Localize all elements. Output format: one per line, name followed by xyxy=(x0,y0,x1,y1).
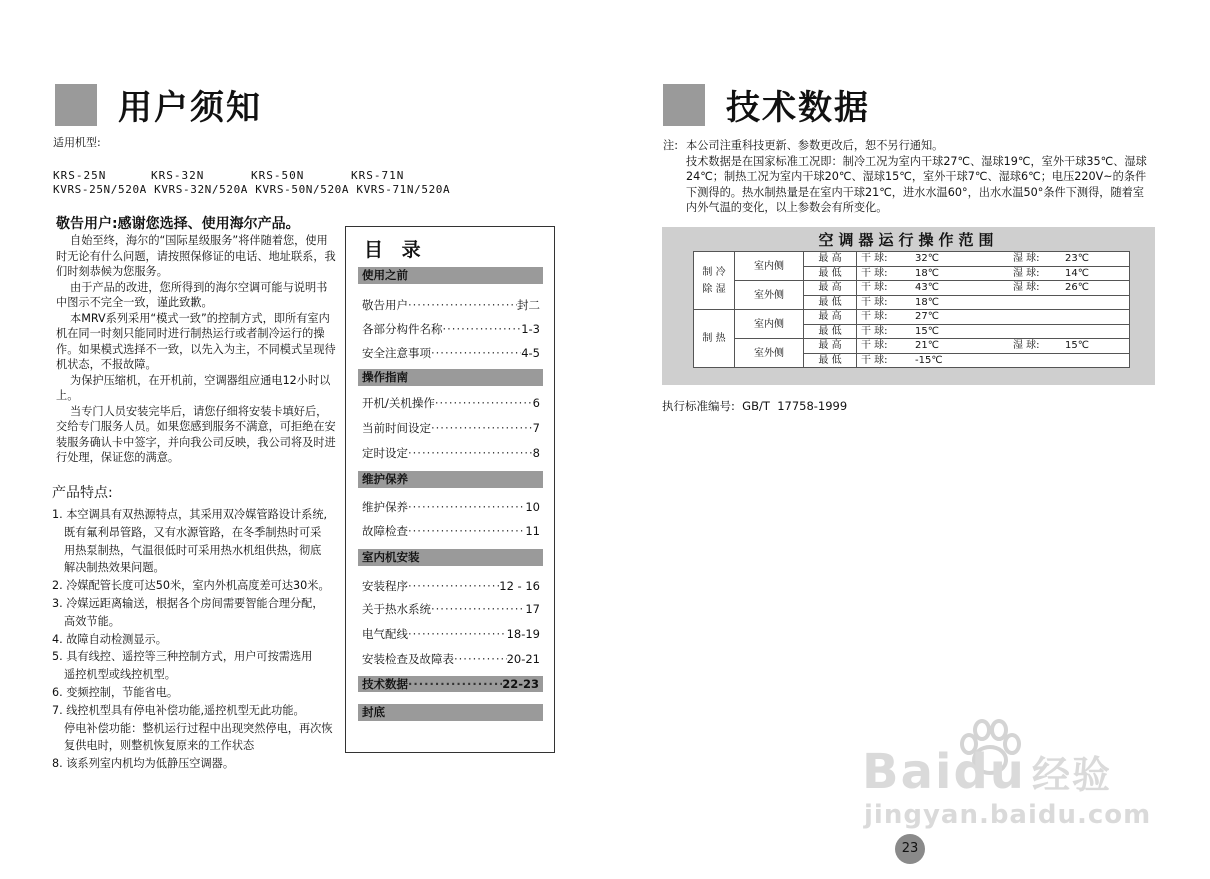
toc-item-page: 10 xyxy=(525,500,540,514)
toc-section-back-cover: 封底 xyxy=(358,704,543,721)
feature-line: 既有氟利昂管路，又有水源管路，在冬季制热时可采 xyxy=(64,525,322,539)
feature-line: 停电补偿功能：整机运行过程中出现突然停电，再次恢 xyxy=(64,721,333,735)
feature-line: 7. 线控机型具有停电补偿功能,遥控机型无此功能。 xyxy=(52,703,305,717)
toc-item[interactable] xyxy=(362,297,540,313)
level-min: 最 低 xyxy=(804,353,857,368)
dry-label: 干 球: xyxy=(857,339,912,354)
level-max: 最 高 xyxy=(804,281,857,296)
level-min: 最 低 xyxy=(804,324,857,339)
operating-range-title: 空调器运行操作范围 xyxy=(818,231,999,249)
value: 23℃ xyxy=(1061,252,1130,267)
models-label: 适用机型: xyxy=(53,136,101,149)
toc-section-operation: 操作指南 xyxy=(358,369,543,386)
toc-item-label: 安装检查及故障表 xyxy=(362,652,454,666)
toc-item-page: 6 xyxy=(532,396,540,410)
watermark-brand: Baidu 经验 xyxy=(862,744,1112,800)
toc-item[interactable] xyxy=(362,651,540,667)
feature-line: 1. 本空调具有双热源特点，其采用双冷媒管路设计系统, xyxy=(52,508,328,521)
toc-item[interactable] xyxy=(362,321,540,337)
feature-line: 解决制热效果问题。 xyxy=(64,561,165,575)
toc-item-label: 安全注意事项 xyxy=(362,346,431,360)
side-outdoor: 室外侧 xyxy=(735,281,804,310)
notice-paragraph-5: 当专门人员安装完毕后，请您仔细将安装卡填好后，交给专门服务人员。如果您感到服务不满意，可拒绝在安装服务确认卡中签字，并向我公司反映，我公司将及时进行处理，保证您的满意。 xyxy=(56,404,336,464)
toc-item-label: 电气配线 xyxy=(362,627,408,641)
toc-section-before-use: 使用之前 xyxy=(358,267,543,284)
value: -15℃ xyxy=(911,353,1009,368)
toc-item[interactable] xyxy=(362,601,540,617)
models-row-2: KVRS-25N/520A KVRS-32N/520A KVRS-50N/520A KVRS-71N/520A xyxy=(53,183,451,196)
model-krs-32n: KRS-32N xyxy=(151,169,205,182)
note-block xyxy=(686,138,1148,216)
toc-item-page: 8 xyxy=(532,446,540,460)
notice-paragraph-4: 为保护压缩机，在开机前，空调器组应通电12小时以上。 xyxy=(56,373,331,402)
feature-line: 用热泵制热，气温很低时可采用热水机组供热，彻底 xyxy=(64,543,322,557)
toc-item-page: 18-19 xyxy=(506,627,540,641)
note-line-1: 本公司注重科技更新、参数更改后，恕不另行通知。 xyxy=(686,139,944,152)
toc-item-label: 各部分构件名称 xyxy=(362,322,443,336)
toc-item-page: 4-5 xyxy=(521,346,540,360)
value: 32℃ xyxy=(911,252,1009,267)
feature-line: 5. 具有线控、遥控等三种控制方式，用户可按需选用 xyxy=(52,650,313,664)
notice-paragraphs xyxy=(56,233,338,466)
standard-number: 执行标准编号: GB/T 17758-1999 xyxy=(662,399,848,413)
watermark-url: jingyan.baidu.com xyxy=(864,800,1152,830)
value: 27℃ xyxy=(911,310,1009,325)
feature-line: 遥控机型或线控机型。 xyxy=(64,668,176,682)
dry-label: 干 球: xyxy=(857,281,912,296)
wet-label: 湿 球: xyxy=(1009,252,1061,267)
toc-item-label: 关于热水系统 xyxy=(362,602,431,616)
note-label: 注: xyxy=(663,139,678,152)
dry-label: 干 球: xyxy=(857,295,912,310)
toc-item-label: 当前时间设定 xyxy=(362,421,431,435)
feature-line: 3. 冷媒远距离输送，根据各个房间需要智能合理分配， xyxy=(52,596,324,610)
toc-item-label: 维护保养 xyxy=(362,500,408,514)
dry-label: 干 球: xyxy=(857,324,912,339)
level-max: 最 高 xyxy=(804,252,857,267)
toc-item-page: 1-3 xyxy=(521,322,540,336)
dry-label: 干 球: xyxy=(857,266,912,281)
level-max: 最 高 xyxy=(804,339,857,354)
feature-line: 2. 冷媒配管长度可达50米，室内外机高度差可达30米。 xyxy=(52,579,330,593)
note-line-2: 技术数据是在国家标准工况即：制冷工况为室内干球27℃、湿球19℃，室外干球35℃、湿球24℃；制热工况为室内干球20℃、湿球15℃，室外干球7℃、湿球6℃；电压220V~的条件下测得的。热水制热量是在室内干球21℃，进水水温60°，出水水温50°条件下测得，随着室内外气温的变化，以上参数会有所变化。 xyxy=(686,154,1147,215)
greeting-heading: 敬告用户:感谢您选择、使用海尔产品。 xyxy=(56,216,300,232)
toc-item-label: 开机/关机操作 xyxy=(362,396,435,410)
toc-item[interactable] xyxy=(362,626,540,642)
page-title-right: 技术数据 xyxy=(726,88,870,128)
toc-item-highlighted[interactable] xyxy=(358,676,543,692)
level-max: 最 高 xyxy=(804,310,857,325)
toc-section-installation: 室内机安装 xyxy=(358,549,543,566)
model-krs-71n: KRS-71N xyxy=(351,169,405,182)
toc-item[interactable] xyxy=(362,420,540,436)
model-krs-25n: KRS-25N xyxy=(53,169,107,182)
features-heading: 产品特点: xyxy=(52,485,113,501)
page-title-left: 用户须知 xyxy=(118,88,262,128)
toc-item-page: 20-21 xyxy=(506,652,540,666)
toc-item-label: 安装程序 xyxy=(362,579,408,593)
level-min: 最 低 xyxy=(804,266,857,281)
toc-item-page: 17 xyxy=(525,602,540,616)
dry-label: 干 球: xyxy=(857,252,912,267)
side-indoor: 室内侧 xyxy=(735,252,804,281)
model-krs-50n: KRS-50N xyxy=(251,169,305,182)
value: 21℃ xyxy=(911,339,1009,354)
notice-paragraph-1: 自始至终，海尔的“国际星级服务”将伴随着您，使用时无论有什么问题，请按照保修证的电话、地址联系，我们时刻恭候为您服务。 xyxy=(56,234,336,278)
toc-item[interactable] xyxy=(362,523,540,539)
table-of-contents xyxy=(345,226,555,753)
toc-item-page: 22-23 xyxy=(502,677,539,691)
side-outdoor: 室外侧 xyxy=(735,339,804,368)
toc-item[interactable] xyxy=(362,445,540,461)
toc-section-maintenance: 维护保养 xyxy=(358,471,543,488)
group-cool-dehum: 制 冷 除 湿 xyxy=(694,252,735,310)
feature-line: 6. 变频控制，节能省电。 xyxy=(52,685,179,699)
value: 15℃ xyxy=(1061,339,1130,354)
toc-item[interactable] xyxy=(362,345,540,361)
side-indoor: 室内侧 xyxy=(735,310,804,339)
feature-line: 复供电时，则整机恢复原来的工作状态 xyxy=(64,739,255,753)
toc-item[interactable] xyxy=(362,578,540,594)
value: 43℃ xyxy=(911,281,1009,296)
toc-item-label: 故障检查 xyxy=(362,524,408,538)
operating-range-table xyxy=(693,251,1130,368)
level-min: 最 低 xyxy=(804,295,857,310)
feature-line: 8. 该系列室内机均为低静压空调器。 xyxy=(52,757,235,771)
toc-item-page: 封二 xyxy=(517,298,540,312)
toc-item-label: 敬告用户 xyxy=(362,298,408,312)
toc-item-label: 技术数据 xyxy=(362,677,408,691)
dry-label: 干 球: xyxy=(857,353,912,368)
toc-item-page: 7 xyxy=(532,421,540,435)
value: 18℃ xyxy=(911,266,1009,281)
toc-item-label: 定时设定 xyxy=(362,446,408,460)
toc-item-page: 11 xyxy=(525,524,540,538)
dry-label: 干 球: xyxy=(857,310,912,325)
wet-label: 湿 球: xyxy=(1009,281,1061,296)
title-square xyxy=(663,84,705,126)
features-list xyxy=(52,506,342,773)
wet-label: 湿 球: xyxy=(1009,339,1061,354)
value: 14℃ xyxy=(1061,266,1130,281)
feature-line: 高效节能。 xyxy=(64,614,120,628)
toc-item[interactable] xyxy=(362,395,540,411)
value: 15℃ xyxy=(911,324,1009,339)
feature-line: 4. 故障自动检测显示。 xyxy=(52,632,167,646)
value: 26℃ xyxy=(1061,281,1130,296)
group-heat: 制 热 xyxy=(694,310,735,368)
toc-item-page: 12 - 16 xyxy=(499,579,540,593)
notice-paragraph-3: 本MRV系列采用“模式一致”的控制方式，即所有室内机在同一时刻只能同时进行制热运行或者制冷运行的操作。如果模式选择不一致，以先入为主，不同模式呈现待机状态，不报故障。 xyxy=(56,311,336,371)
toc-title: 目 录 xyxy=(364,239,427,261)
notice-paragraph-2: 由于产品的改进，您所得到的海尔空调可能与说明书中图示不完全一致，谨此致歉。 xyxy=(56,280,328,309)
wet-label: 湿 球: xyxy=(1009,266,1061,281)
title-square xyxy=(55,84,97,126)
page-number: 23 xyxy=(895,834,925,864)
value: 18℃ xyxy=(911,295,1009,310)
toc-item[interactable] xyxy=(362,499,540,515)
